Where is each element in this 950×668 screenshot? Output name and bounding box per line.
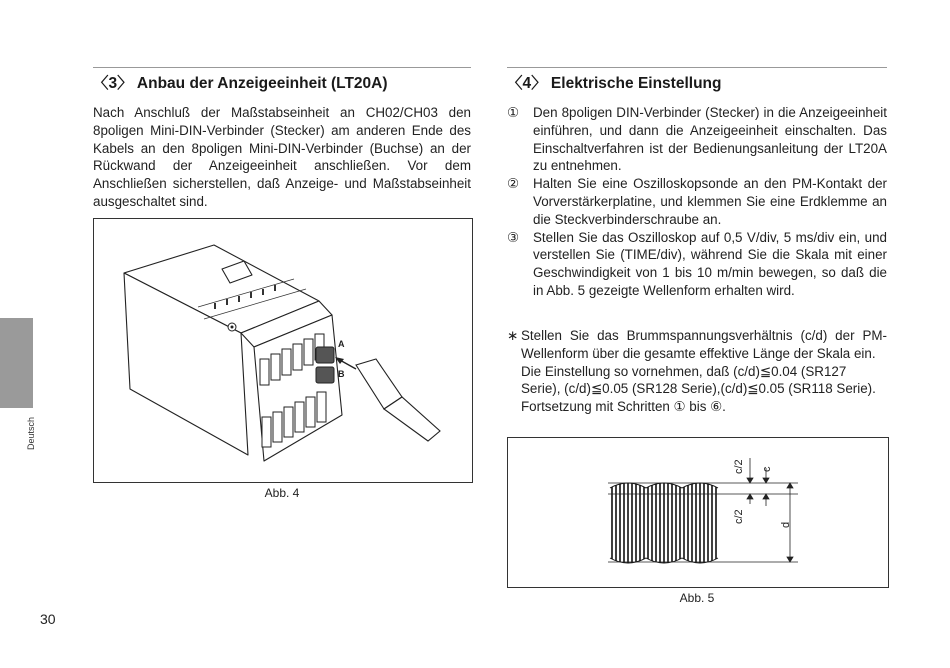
page-number: 30 — [40, 611, 56, 627]
note-line-2: Die Einstellung so vornehmen, daß (c/d)≦0.04 (SR127 Serie), (c/d)≦0.05 (SR128 Serie),(c/d)≦0.05 (SR118 Serie). Fortsetzung mit Schritten ① bis ⑥. — [521, 363, 876, 415]
dim-c-half-top: c/2 — [733, 459, 745, 474]
section-heading-3: 〈3〉 Anbau der Anzeigeeinheit (LT20A) — [93, 75, 388, 92]
figure-4-caption: Abb. 4 — [264, 486, 300, 500]
step-number: ① — [507, 105, 520, 120]
list-item — [507, 175, 887, 228]
socket-b-label: B — [338, 369, 345, 379]
dim-d: d — [780, 521, 792, 528]
mounting-paragraph: Nach Anschluß der Maßstabseinheit an CH02/CH03 den 8poligen Mini-DIN-Verbinder (Stecker) am anderen Ende des Kabels an den 8poligen Mini-DIN-Verbinder (Buchse) an der Rückwand der Anzeigeeinheit anschließen. Vor dem Anschließen sicherstellen, daß Anzeige- und Maßstabseinheit ausgeschaltet sind. — [93, 105, 471, 209]
step-text: Den 8poligen DIN-Verbinder (Stecker) in die Anzeigeeinheit einführen, und dann die Anzeigeeinheit einschalten. Das Einschaltverfahren ist der Bedienungsanleitung der LT20A zu entnehmen. — [533, 105, 887, 174]
heading-rule-right — [507, 67, 887, 68]
dim-c-half-bottom: c/2 — [733, 509, 745, 524]
heading-rule-left — [93, 67, 471, 68]
figure-5-frame — [507, 437, 889, 588]
list-item — [507, 229, 887, 300]
section-tab — [0, 318, 33, 408]
figure-4-frame — [93, 218, 473, 483]
note-asterisk: ∗ — [507, 328, 519, 343]
list-item — [507, 104, 887, 175]
step-number: ② — [507, 176, 520, 192]
step-text: Stellen Sie das Oszilloskop auf 0,5 V/div, 5 ms/div ein, und verstellen Sie (TIME/div), während Sie die Skala mit einer Geschwindigkeit von 1 bis 10 m/min bewegen, so daß die in Abb. 5 gezeigte Wellenform erhalten wird. — [533, 229, 887, 298]
note-line-1: Stellen Sie das Brummspannungsverhältnis (c/d) der PM-Wellenform über die gesamte effektive Länge der Skala ein. — [521, 328, 887, 361]
step-number: ③ — [507, 229, 520, 245]
dim-c: c — [761, 466, 773, 472]
socket-a-label: A — [338, 339, 345, 349]
adjustment-steps — [507, 104, 887, 300]
display-unit-illustration — [94, 219, 472, 482]
ripple-note — [507, 327, 887, 416]
step-text: Halten Sie eine Oszilloskopsonde an den PM-Kontakt der Vorverstärkerplatine, und klemmen Sie eine Erdklemme an die Steckverbinderschraube an. — [533, 176, 887, 227]
figure-5-caption: Abb. 5 — [679, 591, 715, 605]
pm-waveform-illustration — [508, 438, 888, 587]
section-heading-4: 〈4〉 Elektrische Einstellung — [507, 75, 722, 92]
language-label: Deutsch — [26, 416, 36, 450]
